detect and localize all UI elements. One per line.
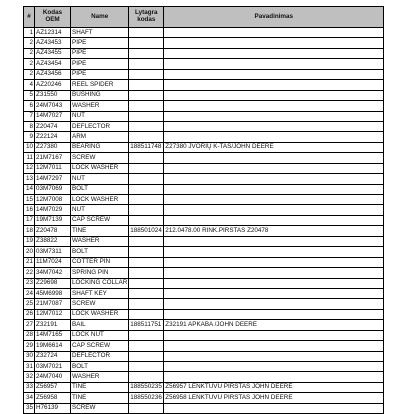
table-row xyxy=(24,299,384,309)
table-row xyxy=(24,382,384,392)
table-row xyxy=(24,38,384,48)
table-row xyxy=(24,288,384,298)
cell-name: NUT xyxy=(71,174,129,184)
cell-name: BUSHING xyxy=(71,90,129,100)
table-row xyxy=(24,236,384,246)
cell-num: 11 xyxy=(24,153,35,163)
cell-num: 9 xyxy=(24,132,35,142)
table-row xyxy=(24,195,384,205)
cell-lytagra-kodas xyxy=(129,341,164,351)
cell-kodas-oem: Z29698 xyxy=(35,278,71,288)
cell-kodas-oem: 24M7040 xyxy=(35,372,71,382)
table-row xyxy=(24,101,384,111)
cell-pavadinimas xyxy=(164,101,384,111)
cell-num: 2 xyxy=(24,69,35,79)
cell-num: 5 xyxy=(24,90,35,100)
cell-num: 29 xyxy=(24,341,35,351)
cell-lytagra-kodas xyxy=(129,184,164,194)
cell-lytagra-kodas xyxy=(129,247,164,257)
cell-pavadinimas xyxy=(164,163,384,173)
cell-num: 21 xyxy=(24,257,35,267)
cell-lytagra-kodas xyxy=(129,163,164,173)
cell-kodas-oem: AZ43453 xyxy=(35,38,71,48)
table-row xyxy=(24,257,384,267)
table-row xyxy=(24,278,384,288)
cell-num: 34 xyxy=(24,393,35,403)
cell-kodas-oem: 19M7139 xyxy=(35,215,71,225)
cell-num: 32 xyxy=(24,372,35,382)
cell-name: PIPE xyxy=(71,48,129,58)
cell-name: ARM xyxy=(71,132,129,142)
cell-kodas-oem: 45M6998 xyxy=(35,288,71,298)
table-header xyxy=(24,7,384,28)
cell-lytagra-kodas xyxy=(129,111,164,121)
cell-kodas-oem: H76139 xyxy=(35,403,71,413)
cell-name: LOCK WASHER xyxy=(71,195,129,205)
cell-num: 15 xyxy=(24,195,35,205)
cell-kodas-oem: AZ43456 xyxy=(35,69,71,79)
cell-name: PIPE xyxy=(71,69,129,79)
header-row xyxy=(24,7,384,28)
cell-lytagra-kodas: 188511751 xyxy=(129,320,164,330)
cell-name: CAP SCREW xyxy=(71,215,129,225)
cell-kodas-oem: Z20478 xyxy=(35,226,71,236)
cell-lytagra-kodas xyxy=(129,121,164,131)
cell-lytagra-kodas xyxy=(129,288,164,298)
cell-pavadinimas xyxy=(164,372,384,382)
cell-kodas-oem: Z56957 xyxy=(35,382,71,392)
cell-name: SCREW xyxy=(71,153,129,163)
cell-pavadinimas: Z56957 LENKTUVU PIRSTAS JOHN DEERE xyxy=(164,382,384,392)
cell-name: BOLT xyxy=(71,362,129,372)
table-row xyxy=(24,132,384,142)
cell-num: 25 xyxy=(24,299,35,309)
cell-name: LOCKING COLLAR xyxy=(71,278,129,288)
cell-num: 13 xyxy=(24,174,35,184)
cell-kodas-oem: AZ20246 xyxy=(35,80,71,90)
cell-kodas-oem: AZ43454 xyxy=(35,59,71,69)
cell-kodas-oem: 12M7012 xyxy=(35,309,71,319)
cell-lytagra-kodas xyxy=(129,215,164,225)
table-row xyxy=(24,163,384,173)
cell-pavadinimas xyxy=(164,362,384,372)
cell-pavadinimas xyxy=(164,195,384,205)
cell-name: SHAFT xyxy=(71,28,129,38)
cell-pavadinimas xyxy=(164,299,384,309)
cell-pavadinimas xyxy=(164,174,384,184)
cell-num: 30 xyxy=(24,351,35,361)
cell-pavadinimas xyxy=(164,48,384,58)
cell-lytagra-kodas xyxy=(129,195,164,205)
cell-lytagra-kodas xyxy=(129,309,164,319)
cell-pavadinimas xyxy=(164,309,384,319)
cell-name: SCREW xyxy=(71,403,129,413)
cell-num: 18 xyxy=(24,226,35,236)
cell-lytagra-kodas xyxy=(129,174,164,184)
cell-num: 33 xyxy=(24,382,35,392)
table-row xyxy=(24,111,384,121)
cell-kodas-oem: Z38822 xyxy=(35,236,71,246)
cell-kodas-oem: Z27380 xyxy=(35,142,71,152)
cell-name: CAP SCREW xyxy=(71,341,129,351)
table-row xyxy=(24,247,384,257)
header-pavadinimas: Pavadinimas xyxy=(164,7,384,28)
cell-lytagra-kodas: 188501024 xyxy=(129,226,164,236)
cell-pavadinimas xyxy=(164,205,384,215)
cell-lytagra-kodas xyxy=(129,80,164,90)
table-row xyxy=(24,184,384,194)
cell-pavadinimas xyxy=(164,184,384,194)
cell-lytagra-kodas xyxy=(129,90,164,100)
cell-lytagra-kodas xyxy=(129,153,164,163)
cell-pavadinimas xyxy=(164,153,384,163)
cell-num: 35 xyxy=(24,403,35,413)
cell-num: 6 xyxy=(24,101,35,111)
header-name: Name xyxy=(71,7,129,28)
table-row xyxy=(24,48,384,58)
table-row xyxy=(24,205,384,215)
cell-pavadinimas xyxy=(164,257,384,267)
cell-kodas-oem: 03M7021 xyxy=(35,362,71,372)
cell-pavadinimas xyxy=(164,59,384,69)
cell-pavadinimas: Z56958 LENKTUVU PIRSTAS JOHN DEERE xyxy=(164,393,384,403)
cell-kodas-oem: 03M7311 xyxy=(35,247,71,257)
cell-kodas-oem: Z56958 xyxy=(35,393,71,403)
cell-lytagra-kodas xyxy=(129,299,164,309)
parts-table xyxy=(23,6,384,414)
cell-num: 20 xyxy=(24,247,35,257)
cell-name: TINE xyxy=(71,393,129,403)
table-body xyxy=(24,28,384,414)
cell-name: LOCK NUT xyxy=(71,330,129,340)
cell-pavadinimas xyxy=(164,90,384,100)
cell-kodas-oem: 21M7087 xyxy=(35,299,71,309)
cell-num: 24 xyxy=(24,288,35,298)
cell-name: DEFLECTOR xyxy=(71,351,129,361)
header-num: # xyxy=(24,7,35,28)
cell-num: 16 xyxy=(24,205,35,215)
table-row xyxy=(24,153,384,163)
cell-kodas-oem: Z31550 xyxy=(35,90,71,100)
cell-pavadinimas xyxy=(164,132,384,142)
cell-kodas-oem: AZ12314 xyxy=(35,28,71,38)
table-row xyxy=(24,121,384,131)
header-lytagra-kodas: Lytagra kodas xyxy=(129,7,164,28)
cell-lytagra-kodas xyxy=(129,59,164,69)
cell-pavadinimas xyxy=(164,278,384,288)
cell-lytagra-kodas xyxy=(129,362,164,372)
cell-num: 14 xyxy=(24,184,35,194)
cell-name: NUT xyxy=(71,205,129,215)
cell-num: 2 xyxy=(24,38,35,48)
table-row xyxy=(24,69,384,79)
cell-name: WASHER xyxy=(71,101,129,111)
cell-kodas-oem: 03M7069 xyxy=(35,184,71,194)
cell-lytagra-kodas xyxy=(129,38,164,48)
cell-name: LOCK WASHER xyxy=(71,163,129,173)
table-row xyxy=(24,59,384,69)
cell-kodas-oem: Z32724 xyxy=(35,351,71,361)
table-row xyxy=(24,142,384,152)
table-row xyxy=(24,28,384,38)
cell-pavadinimas: 212.0478.00 RINK.PIRSTAS Z20478 xyxy=(164,226,384,236)
table-row xyxy=(24,90,384,100)
cell-lytagra-kodas xyxy=(129,28,164,38)
cell-pavadinimas xyxy=(164,28,384,38)
cell-lytagra-kodas xyxy=(129,236,164,246)
cell-num: 2 xyxy=(24,48,35,58)
cell-kodas-oem: 12M7011 xyxy=(35,163,71,173)
cell-name: BOLT xyxy=(71,184,129,194)
cell-pavadinimas xyxy=(164,236,384,246)
cell-lytagra-kodas xyxy=(129,278,164,288)
cell-kodas-oem: 14M7029 xyxy=(35,205,71,215)
cell-name: BEARING xyxy=(71,142,129,152)
table-row xyxy=(24,268,384,278)
cell-name: TINE xyxy=(71,382,129,392)
cell-name: WASHER xyxy=(71,372,129,382)
cell-kodas-oem: 11M7024 xyxy=(35,257,71,267)
cell-lytagra-kodas xyxy=(129,257,164,267)
cell-lytagra-kodas: 188550236 xyxy=(129,393,164,403)
cell-kodas-oem: AZ43455 xyxy=(35,48,71,58)
table-row xyxy=(24,362,384,372)
cell-lytagra-kodas xyxy=(129,205,164,215)
cell-num: 27 xyxy=(24,320,35,330)
cell-num: 12 xyxy=(24,163,35,173)
cell-name: LOCK WASHER xyxy=(71,309,129,319)
cell-pavadinimas: Z32191 APKABA /JOHN DEERE xyxy=(164,320,384,330)
cell-lytagra-kodas xyxy=(129,372,164,382)
cell-kodas-oem: 14M7297 xyxy=(35,174,71,184)
cell-num: 8 xyxy=(24,121,35,131)
table-row xyxy=(24,226,384,236)
cell-lytagra-kodas xyxy=(129,351,164,361)
header-kodas-oem: Kodas OEM xyxy=(35,7,71,28)
table-row xyxy=(24,330,384,340)
cell-name: SCREW xyxy=(71,299,129,309)
cell-pavadinimas xyxy=(164,69,384,79)
table-row xyxy=(24,393,384,403)
cell-num: 1 xyxy=(24,28,35,38)
table-row xyxy=(24,174,384,184)
cell-kodas-oem: Z20474 xyxy=(35,121,71,131)
cell-num: 28 xyxy=(24,330,35,340)
table-row xyxy=(24,351,384,361)
cell-num: 17 xyxy=(24,215,35,225)
cell-pavadinimas xyxy=(164,38,384,48)
table-row xyxy=(24,320,384,330)
cell-lytagra-kodas xyxy=(129,330,164,340)
cell-pavadinimas xyxy=(164,268,384,278)
cell-kodas-oem: 24M7043 xyxy=(35,101,71,111)
table-row xyxy=(24,341,384,351)
cell-pavadinimas xyxy=(164,215,384,225)
cell-lytagra-kodas: 188511748 xyxy=(129,142,164,152)
cell-num: 10 xyxy=(24,142,35,152)
cell-lytagra-kodas xyxy=(129,268,164,278)
cell-kodas-oem: Z22124 xyxy=(35,132,71,142)
cell-pavadinimas xyxy=(164,247,384,257)
cell-lytagra-kodas xyxy=(129,101,164,111)
cell-num: 26 xyxy=(24,309,35,319)
cell-name: BOLT xyxy=(71,247,129,257)
cell-kodas-oem: 14M7165 xyxy=(35,330,71,340)
cell-name: REEL SPIDER xyxy=(71,80,129,90)
cell-pavadinimas: Z27380 JVORIŲ K-TAS/JOHN DEERE xyxy=(164,142,384,152)
cell-num: 4 xyxy=(24,80,35,90)
cell-kodas-oem: 34M7042 xyxy=(35,268,71,278)
cell-kodas-oem: 12M7008 xyxy=(35,195,71,205)
cell-name: PIPE xyxy=(71,38,129,48)
cell-num: 7 xyxy=(24,111,35,121)
cell-kodas-oem: 14M7027 xyxy=(35,111,71,121)
cell-num: 31 xyxy=(24,362,35,372)
cell-name: NUT xyxy=(71,111,129,121)
cell-pavadinimas xyxy=(164,330,384,340)
cell-num: 23 xyxy=(24,278,35,288)
cell-pavadinimas xyxy=(164,288,384,298)
table-row xyxy=(24,372,384,382)
cell-pavadinimas xyxy=(164,121,384,131)
cell-lytagra-kodas xyxy=(129,69,164,79)
cell-kodas-oem: 19M6614 xyxy=(35,341,71,351)
cell-name: DEFLECTOR xyxy=(71,121,129,131)
cell-lytagra-kodas: 188550235 xyxy=(129,382,164,392)
cell-num: 19 xyxy=(24,236,35,246)
cell-lytagra-kodas xyxy=(129,132,164,142)
cell-pavadinimas xyxy=(164,111,384,121)
cell-kodas-oem: 21M7167 xyxy=(35,153,71,163)
cell-num: 2 xyxy=(24,59,35,69)
cell-pavadinimas xyxy=(164,341,384,351)
table-row xyxy=(24,215,384,225)
cell-name: BAIL xyxy=(71,320,129,330)
cell-name: TINE xyxy=(71,226,129,236)
cell-name: SPRING PIN xyxy=(71,268,129,278)
cell-name: WASHER xyxy=(71,236,129,246)
cell-pavadinimas xyxy=(164,351,384,361)
cell-name: COTTER PIN xyxy=(71,257,129,267)
cell-name: PIPE xyxy=(71,59,129,69)
cell-pavadinimas xyxy=(164,80,384,90)
cell-name: SHAFT KEY xyxy=(71,288,129,298)
cell-lytagra-kodas xyxy=(129,48,164,58)
cell-num: 22 xyxy=(24,268,35,278)
cell-kodas-oem: Z32191 xyxy=(35,320,71,330)
table-row xyxy=(24,309,384,319)
table-row xyxy=(24,80,384,90)
